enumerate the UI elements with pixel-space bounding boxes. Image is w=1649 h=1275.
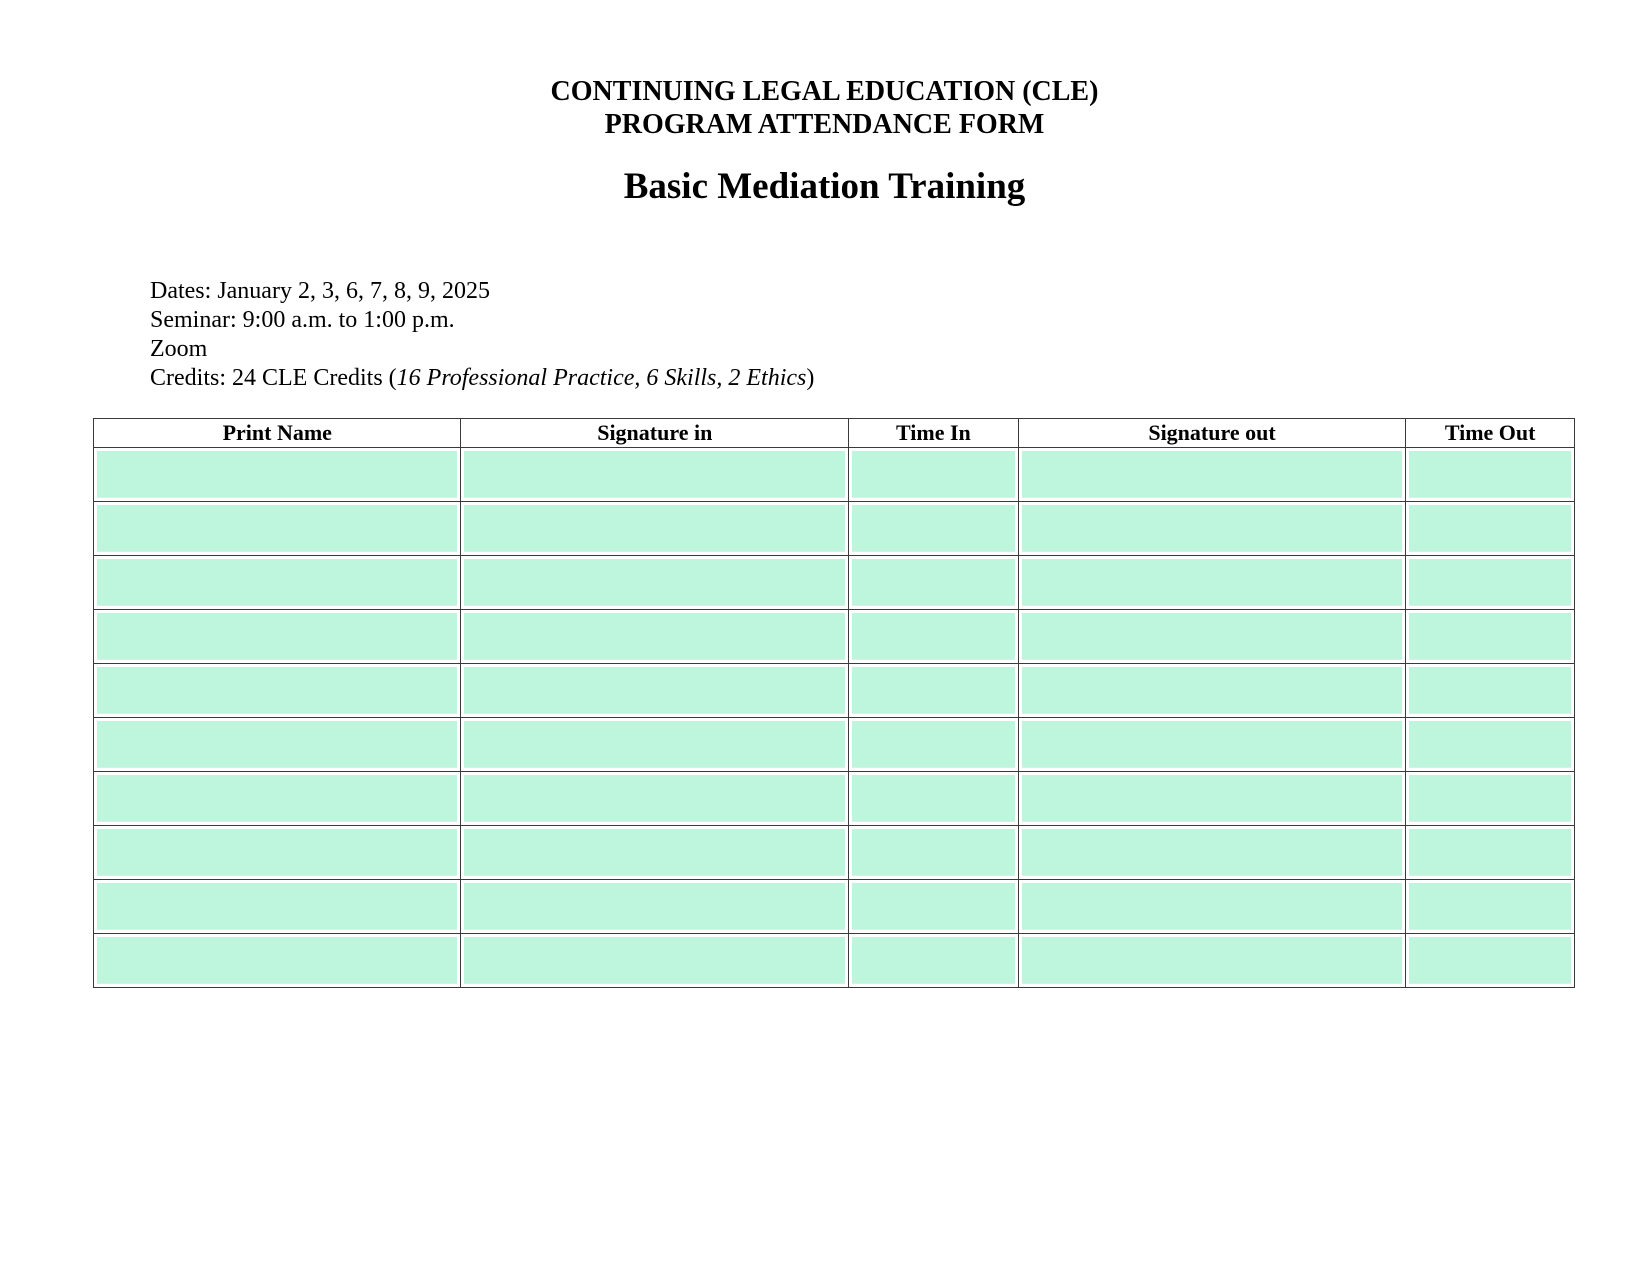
table-row (94, 934, 1575, 988)
credits-suffix: ) (806, 365, 815, 391)
table-cell (1018, 556, 1406, 610)
table-cell (849, 826, 1019, 880)
print-name-field[interactable] (97, 829, 457, 876)
info-seminar-time: Seminar: 9:00 a.m. to 1:00 p.m. (150, 307, 455, 333)
signature-in-field[interactable] (464, 937, 845, 984)
table-cell (849, 664, 1019, 718)
table-cell (461, 772, 849, 826)
table-cell (1406, 934, 1575, 988)
table-cell (461, 718, 849, 772)
signature-out-field[interactable] (1022, 829, 1403, 876)
table-cell (1018, 448, 1406, 502)
signature-out-field[interactable] (1022, 937, 1403, 984)
time-out-field[interactable] (1409, 775, 1571, 822)
program-title: Basic Mediation Training (623, 166, 1026, 207)
table-cell (94, 448, 461, 502)
time-in-field[interactable] (852, 829, 1015, 876)
signature-out-field[interactable] (1022, 505, 1403, 552)
table-cell (461, 502, 849, 556)
print-name-field[interactable] (97, 451, 457, 498)
table-row (94, 556, 1575, 610)
table-cell (1018, 772, 1406, 826)
table-cell (94, 556, 461, 610)
time-in-field[interactable] (852, 721, 1015, 768)
table-cell (849, 556, 1019, 610)
attendance-table (93, 418, 1575, 988)
table-cell (849, 880, 1019, 934)
signature-out-field[interactable] (1022, 451, 1403, 498)
table-cell (94, 502, 461, 556)
table-cell (1018, 502, 1406, 556)
info-dates: Dates: January 2, 3, 6, 7, 8, 9, 2025 (150, 278, 490, 304)
print-name-field[interactable] (97, 559, 457, 606)
table-cell (849, 610, 1019, 664)
table-row (94, 448, 1575, 502)
print-name-field[interactable] (97, 775, 457, 822)
time-out-field[interactable] (1409, 559, 1571, 606)
info-location: Zoom (150, 336, 208, 362)
column-header-signature-out: Signature out (1018, 419, 1406, 448)
time-out-field[interactable] (1409, 505, 1571, 552)
column-header-time-out: Time Out (1406, 419, 1575, 448)
signature-out-field[interactable] (1022, 721, 1403, 768)
table-cell (849, 718, 1019, 772)
table-cell (1018, 934, 1406, 988)
form-heading-line-2: PROGRAM ATTENDANCE FORM (604, 109, 1045, 140)
table-cell (94, 772, 461, 826)
table-cell (94, 610, 461, 664)
table-cell (94, 826, 461, 880)
table-cell (849, 448, 1019, 502)
print-name-field[interactable] (97, 721, 457, 768)
time-in-field[interactable] (852, 775, 1015, 822)
time-out-field[interactable] (1409, 451, 1571, 498)
column-header-signature-in: Signature in (461, 419, 849, 448)
form-heading-line-1: CONTINUING LEGAL EDUCATION (CLE) (550, 76, 1099, 107)
table-cell (1406, 826, 1575, 880)
table-cell (849, 502, 1019, 556)
time-out-field[interactable] (1409, 667, 1571, 714)
table-cell (94, 934, 461, 988)
signature-in-field[interactable] (464, 451, 845, 498)
signature-in-field[interactable] (464, 883, 845, 930)
attendance-rows (94, 448, 1575, 988)
signature-in-field[interactable] (464, 721, 845, 768)
table-row (94, 880, 1575, 934)
signature-in-field[interactable] (464, 829, 845, 876)
time-in-field[interactable] (852, 451, 1015, 498)
table-cell (94, 718, 461, 772)
time-in-field[interactable] (852, 883, 1015, 930)
signature-out-field[interactable] (1022, 667, 1403, 714)
time-in-field[interactable] (852, 559, 1015, 606)
credits-prefix: Credits: 24 CLE Credits ( (150, 365, 397, 391)
credits-breakdown: 16 Professional Practice, 6 Skills, 2 Ethics (396, 365, 807, 391)
column-header-time-in: Time In (849, 419, 1019, 448)
table-row (94, 502, 1575, 556)
table-cell (1406, 772, 1575, 826)
table-cell (461, 556, 849, 610)
print-name-field[interactable] (97, 937, 457, 984)
table-cell (1406, 556, 1575, 610)
signature-in-field[interactable] (464, 505, 845, 552)
table-cell (1018, 880, 1406, 934)
table-row (94, 718, 1575, 772)
time-out-field[interactable] (1409, 721, 1571, 768)
table-cell (849, 934, 1019, 988)
signature-in-field[interactable] (464, 559, 845, 606)
time-out-field[interactable] (1409, 613, 1571, 660)
table-cell (461, 826, 849, 880)
table-cell (94, 880, 461, 934)
print-name-field[interactable] (97, 667, 457, 714)
column-header-print-name: Print Name (94, 419, 461, 448)
table-cell (1406, 880, 1575, 934)
table-cell (1018, 718, 1406, 772)
table-cell (94, 664, 461, 718)
signature-in-field[interactable] (464, 667, 845, 714)
table-row (94, 772, 1575, 826)
table-header-row (94, 419, 1575, 448)
signature-out-field[interactable] (1022, 775, 1403, 822)
signature-out-field[interactable] (1022, 559, 1403, 606)
table-cell (1018, 664, 1406, 718)
table-cell (1018, 826, 1406, 880)
table-cell (1018, 610, 1406, 664)
signature-in-field[interactable] (464, 613, 845, 660)
time-in-field[interactable] (852, 667, 1015, 714)
table-cell (461, 880, 849, 934)
table-cell (1406, 448, 1575, 502)
time-in-field[interactable] (852, 937, 1015, 984)
time-out-field[interactable] (1409, 829, 1571, 876)
signature-out-field[interactable] (1022, 883, 1403, 930)
signature-in-field[interactable] (464, 775, 845, 822)
info-credits (150, 364, 814, 392)
table-cell (461, 934, 849, 988)
table-cell (1406, 502, 1575, 556)
time-in-field[interactable] (852, 505, 1015, 552)
table-cell (849, 772, 1019, 826)
time-in-field[interactable] (852, 613, 1015, 660)
print-name-field[interactable] (97, 505, 457, 552)
print-name-field[interactable] (97, 613, 457, 660)
table-row (94, 664, 1575, 718)
table-cell (1406, 610, 1575, 664)
time-out-field[interactable] (1409, 883, 1571, 930)
signature-out-field[interactable] (1022, 613, 1403, 660)
table-row (94, 610, 1575, 664)
print-name-field[interactable] (97, 883, 457, 930)
table-cell (461, 610, 849, 664)
time-out-field[interactable] (1409, 937, 1571, 984)
table-row (94, 826, 1575, 880)
table-cell (461, 664, 849, 718)
table-cell (1406, 718, 1575, 772)
table-cell (461, 448, 849, 502)
table-cell (1406, 664, 1575, 718)
